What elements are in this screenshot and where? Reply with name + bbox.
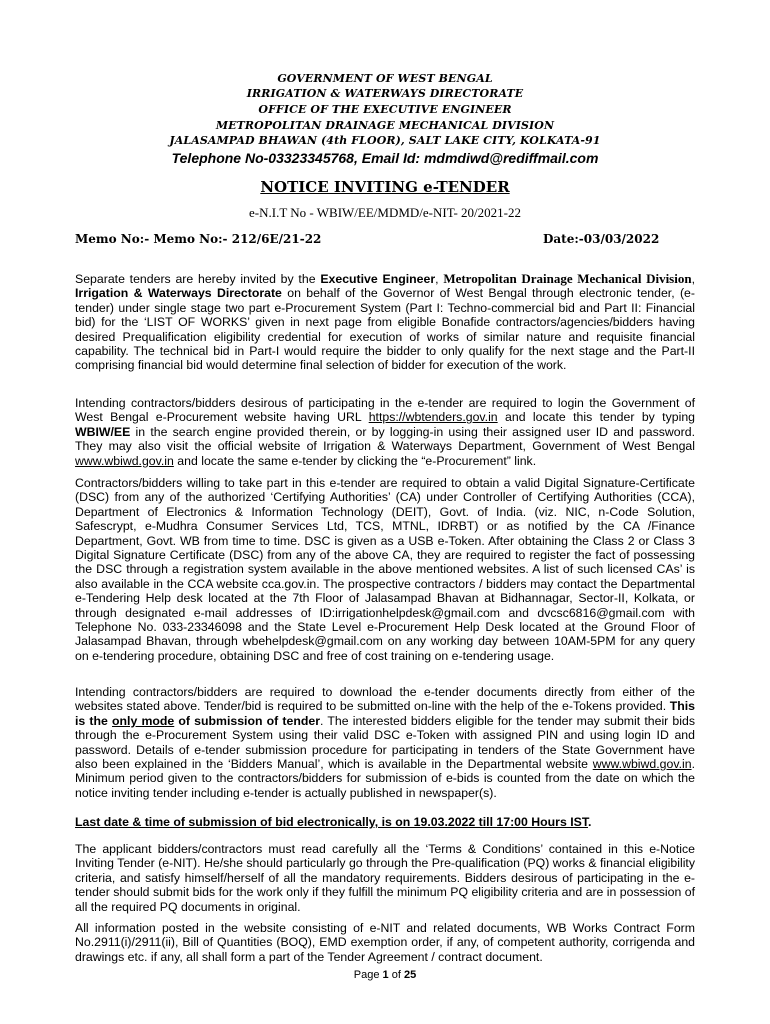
memo-date: Date:-03/03/2022	[543, 232, 660, 246]
paragraph-dsc: Contractors/bidders willing to take part in this e-tender are required to obtain a valid Digital Signature-Certificate (DSC) from any of the authorized ‘Certifying Authorities’ (CA) under Controller of Certifying Authorities (CCA), Department of Electronics & Information Technology (DEIT), Govt. of India. (viz. NIC, n-Code Solution, Safescrypt, e-Mudhra Consumer Services Ltd, TCS, MTNL, IDRBT) or as notified by the CA /Finance Department, Govt. WB from time to time. DSC is given as a USB e-Token. After obtaining the Class 2 or Class 3 Digital Signature Certificate (DSC) from any of the above CA, they are required to register the fact of possessing the DSC through a registration system available in the above mentioned websites. A list of such licensed CAs’ is also available in the CCA website cca.gov.in. The prospective contractors / bidders may contact the Departmental e-Tendering Help desk located at the 7th Floor of Jalasampad Bhavan at Bidhannagar, Sector-II, Kolkata, or through designated e-mail addresses of ID:irrigationhelpdesk@gmail.com and dvcsc6816@gmail.com with Telephone No. 033-23346098 and the State Level e-Procurement Help Desk located at the Ground Floor of Jalasampad Bhavan, through wbehelpdesk@gmail.com on any working day between 10AM-5PM for any query on e-tendering procedure, obtaining DSC and free of cost training on e-tendering usage.	[75, 476, 695, 663]
header-government: GOVERNMENT OF WEST BENGAL	[277, 72, 493, 85]
memo-number: Memo No:- Memo No:- 212/6E/21-22	[75, 232, 322, 246]
paragraph-website: Intending contractors/bidders desirous of participating in the e-tender are required to login the Government of West Bengal e-Procurement website having URL https://wbtenders.gov.in and locate this tender by typing WBIW/EE in the search engine provided therein, or by logging-in using their assigned user ID and password. They may also visit the official website of Irrigation & Waterways Department, Government of West Bengal www.wbiwd.gov.in and locate the same e-tender by clicking the “e-Procurement” link.	[75, 396, 695, 468]
page-number: Page 1 of 25	[353, 969, 417, 981]
nit-number: e-N.I.T No - WBIW/EE/MDMD/e-NIT- 20/2021-22	[249, 205, 521, 220]
page-title: NOTICE INVITING e-TENDER	[260, 178, 510, 196]
header-division: METROPOLITAN DRAINAGE MECHANICAL DIVISION	[215, 119, 555, 132]
wbiwd-link[interactable]: www.wbiwd.gov.in	[75, 453, 174, 468]
last-date-notice: Last date & time of submission of bid electronically, is on 19.03.2022 till 17:00 Hours IST.	[75, 815, 592, 829]
paragraph-intro: Separate tenders are hereby invited by the Executive Engineer, Metropolitan Drainage Mechanical Division, Irrigation & Waterways Directorate on behalf of the Governor of West Bengal through electronic tender, (e-tender) under single stage two part e-Procurement System (Part I: Techno-commercial bid and Part II: Financial bid) for the ‘LIST OF WORKS’ given in next page from eligible Bonafide contractors/agencies/bidders having desired Prequalification eligibility credential for execution of works of similar nature and requisite financial capability. The technical bid in Part-I would require the bidder to only qualify for the next stage and the Part-II comprising financial bid would determine final selection of bidder for execution of the work.	[75, 271, 696, 373]
header-directorate: IRRIGATION & WATERWAYS DIRECTORATE	[246, 87, 524, 100]
wbtenders-link[interactable]: https://wbtenders.gov.in	[368, 410, 498, 425]
paragraph-submission: Intending contractors/bidders are required to download the e-tender documents directly from either of the websites stated above. Tender/bid is required to be submitted on-line with the help of the e-Tokens provided. This is the only mode of submission of tender. The interested bidders eligible for the tender may submit their bids through the e-Procurement System using their valid DSC e-Token with assigned PIN and using login ID and password. Details of e-tender submission procedure for participating in tenders of the State Government have also been explained in the ‘Bidders Manual’, which is available in the Departmental website www.wbiwd.gov.in. Minimum period given to the contractors/bidders for submission of e-bids is counted from the date on which the notice inviting tender including e-tender is actually published in newspaper(s).	[75, 685, 695, 800]
header-office: OFFICE OF THE EXECUTIVE ENGINEER	[258, 103, 512, 116]
paragraph-information: All information posted in the website consisting of e-NIT and related documents, WB Works Contract Form No.2911(i)/2911(ii), Bill of Quantities (BOQ), EMD exemption order, if any, of competent authority, corrigenda and drawings etc. if any, all shall form a part of the Tender Agreement / contract document.	[75, 921, 695, 964]
paragraph-terms: The applicant bidders/contractors must read carefully all the ‘Terms & Conditions’ contained in this e-Notice Inviting Tender (e-NIT). He/she should particularly go through the Pre-qualification (PQ) works & financial eligibility criteria, and satisfy himself/herself of all the mandatory requirements. Bidders desirous of participating in the e-tender should submit bids for the work only if they fulfill the minimum PQ eligibility criteria and are in possession of all the required PQ documents in original.	[75, 842, 695, 914]
header-address: JALASAMPAD BHAWAN (4th FLOOR), SALT LAKE CITY, KOLKATA-91	[169, 134, 601, 147]
header-telephone: Telephone No-03323345768, Email Id: mdmdiwd@rediffmail.com	[171, 150, 599, 166]
wbiwd-manual-link[interactable]: www.wbiwd.gov.in	[592, 757, 692, 772]
